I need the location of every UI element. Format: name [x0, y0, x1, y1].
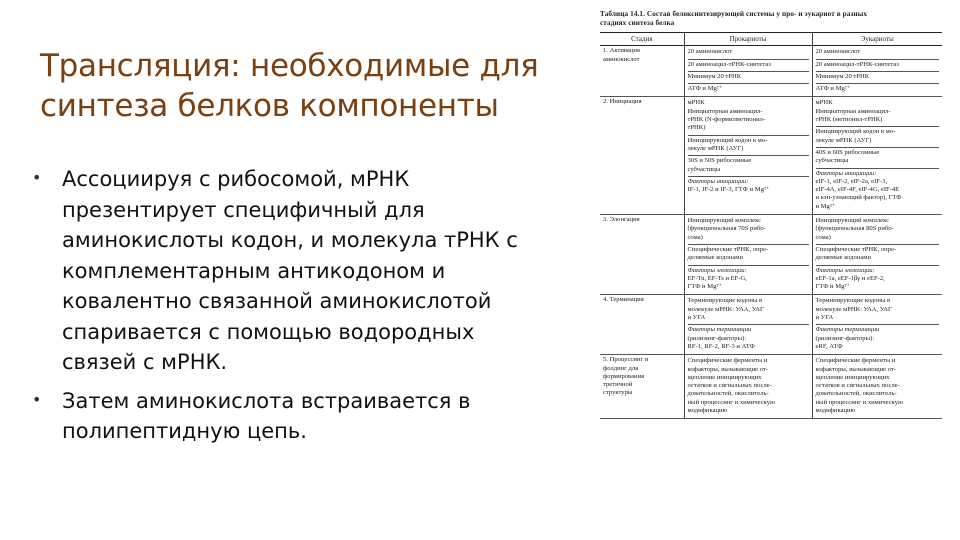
cell-line: мРНК: [687, 99, 705, 107]
cell-line: 20 аминокислот: [687, 48, 733, 56]
stage-line: фолдинг для: [603, 364, 639, 372]
cell-line: Инициирующий кодон в мо-: [815, 128, 896, 136]
cell-entry: [688, 245, 809, 266]
stage-cell: [600, 97, 684, 215]
cell-line: модификацию: [687, 406, 728, 414]
cell-entry: [688, 136, 809, 157]
stage-line: структуры: [603, 389, 633, 397]
cell-line: Факторы терминации: [687, 326, 752, 334]
cell-line: кофакторы, вызывающие от-: [687, 365, 769, 373]
eukaryote-cell: [812, 46, 942, 97]
cell-line: 20 аминокислот: [815, 48, 861, 56]
column-header: Эукариоты: [812, 33, 942, 46]
cell-entry: [816, 356, 940, 417]
cell-line: Инициирующий кодон в мо-: [687, 136, 768, 144]
cell-entry: [816, 47, 940, 59]
slide-title-line: синтеза белков компоненты: [40, 88, 499, 124]
cell-line: Специфические ферменты и: [687, 357, 768, 365]
prokaryote-cell: [684, 215, 812, 295]
caption-line: Таблица 14.1. Состав белоксинтезирующей системы у про- и эукариот в разных: [600, 10, 868, 18]
stage-line: 5. Процессинг и: [603, 356, 649, 364]
stage-cell: [600, 295, 684, 355]
cell-entry: [816, 266, 940, 294]
cell-line: (рилизинг-факторы):: [687, 334, 747, 342]
prokaryote-cell: [684, 97, 812, 215]
stage-line: 2. Инициация: [603, 98, 642, 106]
cell-entry: [816, 148, 940, 169]
eukaryote-cell: [812, 295, 942, 355]
stage-line: формирования: [603, 372, 645, 380]
cell-entry: [816, 296, 940, 325]
cell-line: Минимум 20 тРНК: [815, 72, 870, 80]
bullet-line: аминокислоты кодон, и молекула тРНК с: [62, 228, 518, 252]
bullet-dot-icon: •: [32, 168, 42, 187]
cell-entry: [816, 127, 940, 148]
table-image: [600, 10, 942, 419]
cell-line: довательностей, окислитель-: [815, 390, 897, 398]
cell-line: Терминирующие кодоны в: [815, 297, 891, 305]
cell-line: кофакторы, вызывающие от-: [815, 365, 897, 373]
column-header: Прокариоты: [684, 33, 812, 46]
cell-line: eIF-4A, eIF-4F, eIF-4G, eIF-4E: [815, 186, 900, 194]
cell-line: остатков и сигнальных после-: [815, 382, 900, 390]
cell-entry: [688, 84, 809, 95]
cell-line: АТФ и Mg²⁺: [815, 85, 851, 93]
cell-entry: [816, 60, 940, 72]
stage-line: 1. Активация: [603, 47, 640, 55]
cell-entry: [688, 356, 809, 417]
bullet-dot-icon: •: [32, 389, 42, 409]
cell-line: ный процессинг и химическую: [815, 398, 904, 406]
cell-line: 20 аминоацил-тРНК-синтетаз: [687, 60, 771, 68]
bullet-line: Ассоциируя с рибосомой, мРНК: [62, 167, 410, 191]
bullet-line: комплементарным антикодоном и: [62, 258, 446, 283]
bullet-line: спаривается с помощью водородных: [62, 319, 475, 344]
cell-line: Инициирующий комплекс: [815, 217, 890, 225]
prokaryote-cell: [684, 295, 812, 355]
cell-entry: [816, 98, 940, 127]
cell-line: (рилизинг-факторы):: [815, 334, 875, 342]
cell-line: тРНК): [687, 124, 706, 132]
cell-line: ГТФ и Mg²⁺: [815, 283, 850, 291]
stage-line: третичной: [603, 381, 633, 389]
cell-line: Специфические тРНК, опре-: [687, 245, 769, 253]
cell-line: деляемые кодонами: [687, 254, 743, 262]
cell-entry: [816, 325, 940, 353]
cell-line: ГТФ и Mg²⁺: [687, 283, 722, 291]
table-row: [600, 355, 942, 419]
cell-line: ный процессинг и химическую: [687, 398, 776, 406]
cell-line: Специфические ферменты и: [815, 357, 896, 365]
bullet-line: презентирует специфичный для: [62, 197, 425, 222]
cell-line: довательностей, окислитель-: [687, 390, 769, 398]
cell-line: Инициирующий комплекс: [687, 217, 762, 225]
cell-line: Факторы элонгации:: [687, 266, 747, 274]
cell-line: eIF-1, eIF-2, eIF-2a, eIF-3,: [815, 177, 888, 185]
cell-entry: [688, 156, 809, 177]
stage-line: 4. Терминация: [603, 296, 644, 304]
prokaryote-cell: [684, 355, 812, 419]
cell-line: (функциональная 80S рибо-: [815, 225, 894, 233]
cell-line: молекуле мРНК: УАА, УАГ: [815, 305, 892, 313]
cell-line: IF-1, IF-2 и IF-3, ГТФ и Mg²⁺: [687, 186, 770, 194]
cell-line: eRF, АТФ: [815, 342, 843, 350]
cell-entry: [688, 47, 809, 59]
table-body: [600, 46, 942, 419]
bullet-line: Затем аминокислота встраивается в: [62, 388, 471, 413]
stage-cell: [600, 355, 684, 419]
cell-line: АТФ и Mg²⁺: [687, 85, 723, 93]
cell-line: RF-1, RF-2, RF-3 и АТФ: [687, 342, 755, 350]
cell-line: тРНК (метионил-тРНК): [815, 116, 883, 124]
table-row: [600, 97, 942, 215]
cell-line: молекуле мРНК: УАА, УАГ: [687, 305, 764, 313]
cell-line: лекуле мРНК (АУГ): [815, 136, 872, 144]
cell-line: и УГА: [815, 314, 834, 322]
bullet-item: [28, 164, 568, 378]
cell-entry: [688, 296, 809, 325]
cell-line: Факторы элонгации:: [815, 266, 875, 274]
cell-entry: [688, 72, 809, 84]
bullet-list: [28, 164, 568, 455]
cell-line: лекуле мРНК (АУГ): [687, 144, 744, 152]
cell-line: Инициаторная аминоацил-: [687, 107, 763, 115]
bullet-line: связей с мРНК.: [62, 350, 228, 374]
cell-line: субчастицы: [815, 157, 849, 165]
cell-line: и Mg²⁺: [815, 202, 836, 210]
column-header: Стадия: [600, 33, 684, 46]
eukaryote-cell: [812, 355, 942, 419]
cell-line: Минимум 20 тРНК: [687, 72, 742, 80]
slide-title-line: Трансляция: необходимые для: [40, 48, 539, 84]
cell-line: 30S и 50S рибосомные: [687, 157, 752, 165]
bullet-line: ковалентно связанной аминокислотой: [62, 289, 492, 313]
cell-line: щепление инициирующих: [687, 373, 762, 381]
stage-line: 3. Элонгация: [603, 216, 640, 224]
cell-line: сома): [815, 233, 831, 241]
cell-entry: [688, 98, 809, 135]
cell-line: тРНК (N-формилметионил-: [687, 116, 766, 124]
bullet-item: [28, 386, 568, 447]
cell-entry: [816, 216, 940, 245]
cell-line: деляемые кодонами: [815, 254, 871, 262]
cell-entry: [688, 216, 809, 245]
cell-line: щепление инициирующих: [815, 373, 890, 381]
cell-line: Факторы инициации:: [815, 169, 877, 177]
stage-line: аминокислот: [603, 55, 640, 63]
cell-entry: [816, 245, 940, 266]
cell-entry: [816, 169, 940, 213]
caption-line: стадиях синтеза белка: [600, 19, 675, 27]
cell-line: модификацию: [815, 406, 856, 414]
cell-line: субчастицы: [687, 165, 721, 173]
eukaryote-cell: [812, 215, 942, 295]
slide-title: [40, 46, 580, 126]
cell-line: Факторы терминации: [815, 326, 880, 334]
eukaryote-cell: [812, 97, 942, 215]
cell-line: остатков и сигнальных после-: [687, 382, 772, 390]
stage-cell: [600, 215, 684, 295]
components-table: [600, 32, 942, 419]
cell-line: сома): [687, 233, 703, 241]
cell-line: EF-Tu, EF-Ts и EF-G,: [687, 274, 747, 282]
cell-entry: [688, 325, 809, 353]
cell-line: мРНК: [815, 99, 833, 107]
cell-line: 40S и 60S рибосомные: [815, 148, 880, 156]
cell-line: и УГА: [687, 314, 706, 322]
table-row: [600, 215, 942, 295]
table-row: [600, 46, 942, 97]
cell-line: (функциональная 70S рибо-: [687, 225, 766, 233]
cell-line: Специфические тРНК, опре-: [815, 245, 897, 253]
cell-entry: [688, 266, 809, 294]
table-row: [600, 295, 942, 355]
cell-line: 20 аминоацил-тРНК-синтетаз: [815, 60, 899, 68]
table-header-row: [600, 33, 942, 46]
cell-line: Терминирующие кодоны в: [687, 297, 763, 305]
cell-line: и кэп-узнающий фактор), ГТФ: [815, 194, 902, 202]
cell-entry: [688, 177, 809, 197]
cell-line: Факторы инициации:: [687, 177, 749, 185]
cell-line: eEF-1a, eEF-1βγ и eEF-2,: [815, 274, 885, 282]
bullet-line: полипептидную цепь.: [62, 419, 307, 443]
stage-cell: [600, 46, 684, 97]
cell-entry: [688, 60, 809, 72]
cell-line: Инициаторная аминоацил-: [815, 107, 891, 115]
cell-entry: [816, 72, 940, 84]
table-caption: [600, 10, 942, 28]
cell-entry: [816, 84, 940, 95]
prokaryote-cell: [684, 46, 812, 97]
